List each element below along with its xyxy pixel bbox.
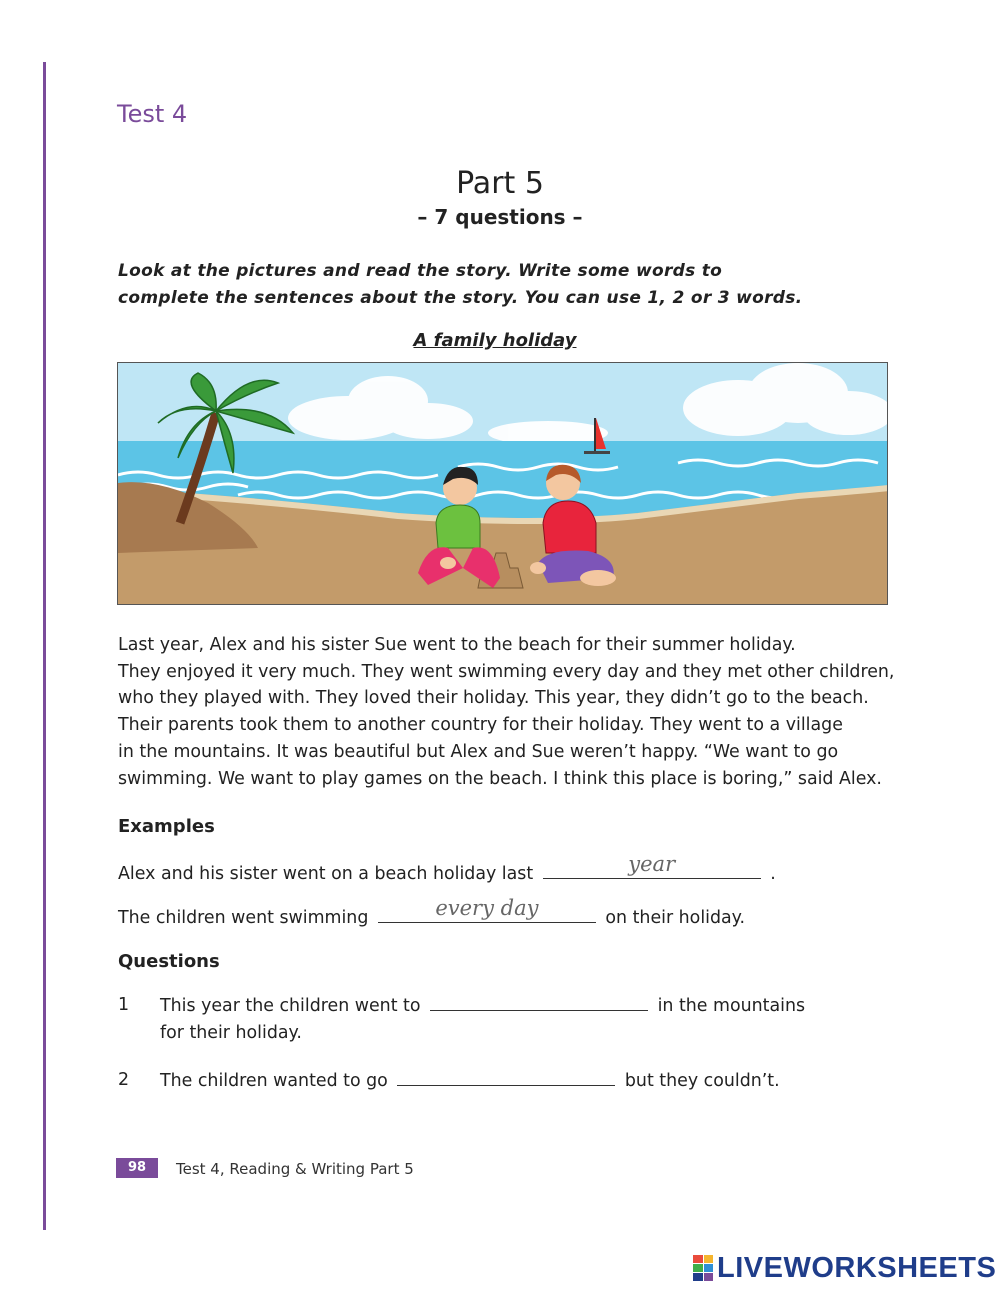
story-line: in the mountains. It was beautiful but Alex and Sue weren’t happy. “We want to go	[118, 741, 839, 762]
answer-input[interactable]	[430, 992, 648, 1011]
instructions	[118, 258, 878, 312]
story-text	[118, 632, 918, 792]
example-text-after: .	[770, 864, 776, 884]
question-number: 1	[118, 995, 130, 1015]
story-line: Last year, Alex and his sister Sue went to the beach for their summer holiday.	[118, 635, 796, 655]
question-continuation: for their holiday.	[160, 1023, 302, 1043]
questions-heading: Questions	[118, 951, 220, 972]
question-text-after: in the mountains	[657, 996, 806, 1016]
example-answer: year	[628, 852, 676, 876]
story-line: Their parents took them to another country for their holiday. They went to a village	[118, 715, 843, 736]
answer-input[interactable]	[397, 1067, 615, 1086]
liveworksheets-logo	[693, 1252, 996, 1284]
page-number: 98	[116, 1158, 158, 1178]
example-answer: every day	[435, 896, 539, 920]
examples-heading: Examples	[118, 816, 215, 837]
example-text-after: on their holiday.	[605, 908, 746, 928]
story-line: swimming. We want to play games on the beach. I think this place is boring,” said Alex.	[118, 768, 882, 789]
example-text-before: The children went swimming	[118, 908, 369, 928]
question-2	[160, 1067, 780, 1095]
question-text-before: The children wanted to go	[160, 1071, 388, 1091]
question-number: 2	[118, 1070, 130, 1090]
example-2	[118, 896, 746, 928]
logo-icon	[693, 1255, 713, 1281]
beach-illustration	[117, 362, 888, 605]
question-1	[160, 992, 805, 1047]
example-text-before: Alex and his sister went on a beach holiday last	[118, 864, 534, 884]
question-text-after: but they couldn’t.	[624, 1071, 780, 1091]
test-label: Test 4	[117, 100, 188, 128]
story-line: They enjoyed it very much. They went swimming every day and they met other children,	[118, 661, 895, 682]
page-footer: Test 4, Reading & Writing Part 5	[176, 1160, 414, 1178]
story-title: A family holiday	[413, 330, 577, 351]
example-answer-blank	[543, 852, 761, 879]
margin-rule	[43, 62, 46, 1230]
part-subtitle: – 7 questions –	[417, 205, 583, 229]
logo-text: LIVEWORKSHEETS	[717, 1251, 997, 1284]
instruction-line: Look at the pictures and read the story. Write some words to	[118, 261, 723, 281]
part-title: Part 5	[456, 166, 544, 201]
example-answer-blank	[378, 896, 596, 923]
example-1	[118, 852, 776, 884]
instruction-line: complete the sentences about the story. You can use 1, 2 or 3 words.	[118, 288, 803, 308]
story-line: who they played with. They loved their holiday. This year, they didn’t go to the beach.	[118, 688, 869, 709]
question-text-before: This year the children went to	[160, 996, 421, 1016]
